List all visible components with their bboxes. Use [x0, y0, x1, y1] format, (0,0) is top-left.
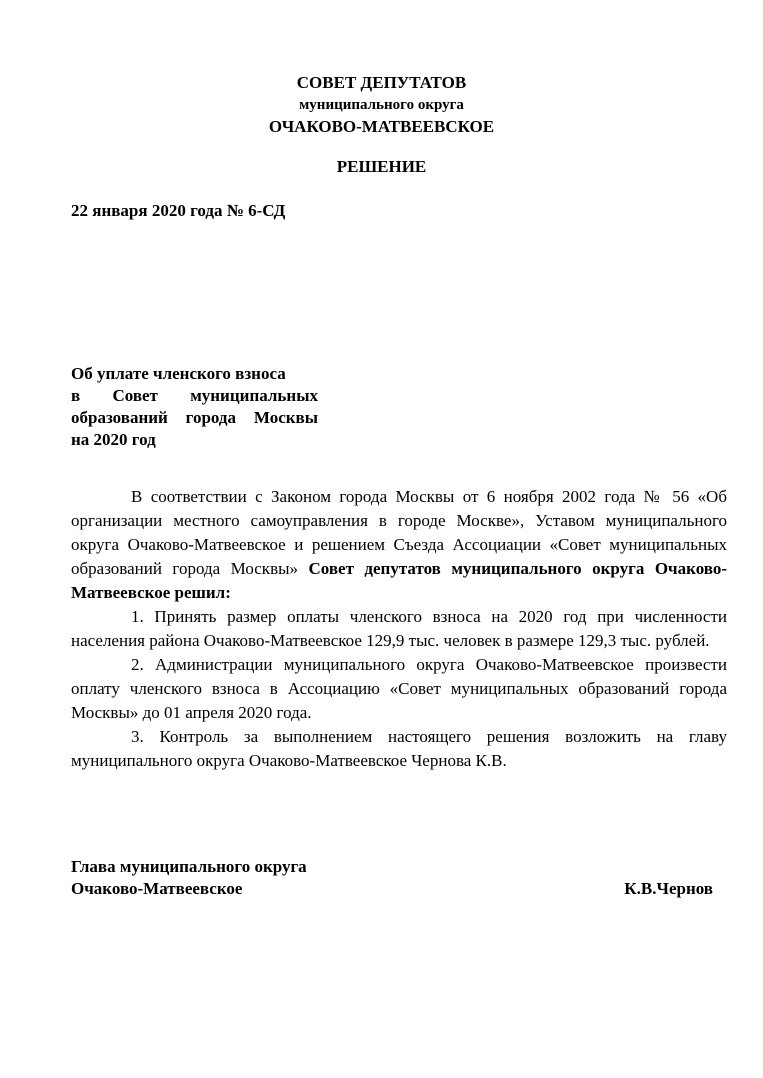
district-name-heading: ОЧАКОВО-МАТВЕЕВСКОЕ	[268, 117, 495, 136]
intro-text: В соответствии с Законом города Москвы от 6 ноября 2002 года № 56 «Об организации местного самоуправления в городе Москве», Уставом муниципального округа Очаково-Матвеевское и решением Съезда Ассоциации «Совет муниципальных образований города Москвы»	[71, 487, 727, 578]
subject-word: города	[185, 408, 237, 427]
signatory-name: К.В.Чернов	[624, 879, 713, 898]
decision-title: РЕШЕНИЕ	[336, 157, 427, 176]
intro-paragraph	[71, 485, 727, 605]
subject-line-1: Об уплате членского взноса	[71, 364, 286, 383]
subject-word: Москвы	[253, 408, 318, 427]
date-and-number: 22 января 2020 года № 6-СД	[71, 201, 286, 220]
subject-line-3	[71, 407, 318, 429]
council-heading: СОВЕТ ДЕПУТАТОВ	[296, 73, 467, 92]
intro-resolution: Совет депутатов муниципального округа Очаково-Матвеевское решил:	[71, 559, 728, 602]
item-1-paragraph: 1. Принять размер оплаты членского взноса на 2020 год при численности населения района Очаково-Матвеевское 129,9 тыс. человек в размере 129,3 тыс. рублей.	[71, 607, 727, 650]
subject-line-4: на 2020 год	[71, 430, 156, 449]
signatory-title-line-2: Очаково-Матвеевское	[71, 879, 243, 898]
subject-line-2	[71, 385, 318, 407]
subject-word: образований	[71, 408, 168, 427]
item-3-paragraph: 3. Контроль за выполнением настоящего решения возложить на главу муниципального округа Очаково-Матвеевское Чернова К.В.	[71, 727, 727, 770]
signature-block	[71, 856, 713, 900]
item-2-paragraph: 2. Администрации муниципального округа Очаково-Матвеевское произвести оплату членского взноса в Ассоциацию «Совет муниципальных образований города Москвы» до 01 апреля 2020 года.	[71, 655, 727, 722]
signatory-title-line-1: Глава муниципального округа	[71, 857, 307, 876]
district-subheading: муниципального округа	[299, 97, 464, 113]
signature-row	[71, 878, 713, 900]
decision-body	[71, 485, 727, 773]
decision-subject	[71, 363, 318, 451]
subject-word: в	[71, 386, 81, 405]
subject-word: Совет	[112, 386, 158, 405]
subject-word: муниципальных	[190, 386, 318, 405]
